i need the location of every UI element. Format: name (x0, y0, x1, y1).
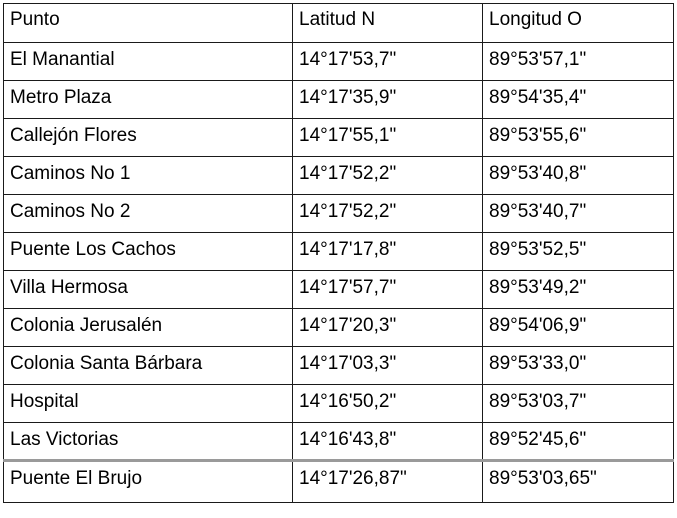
table-row (4, 271, 674, 309)
cell-longitud: 89°53'03,7" (483, 385, 674, 423)
header-cell-longitud: Longitud O (483, 4, 674, 43)
cell-punto: Hospital (4, 385, 293, 423)
cell-punto: Colonia Santa Bárbara (4, 347, 293, 385)
cell-punto: Las Victorias (4, 423, 293, 461)
table-row (4, 43, 674, 81)
cell-latitud: 14°17'57,7" (293, 271, 483, 309)
cell-punto: El Manantial (4, 43, 293, 81)
cell-punto: Callejón Flores (4, 119, 293, 157)
table-row (4, 195, 674, 233)
cell-longitud: 89°54'35,4" (483, 81, 674, 119)
cell-latitud: 14°16'50,2" (293, 385, 483, 423)
header-cell-latitud: Latitud N (293, 4, 483, 43)
cell-latitud: 14°17'52,2" (293, 157, 483, 195)
cell-latitud: 14°17'35,9" (293, 81, 483, 119)
cell-longitud: 89°53'40,7" (483, 195, 674, 233)
cell-latitud: 14°17'52,2" (293, 195, 483, 233)
table-row (4, 347, 674, 385)
table-header-row (4, 4, 674, 43)
coordinates-table (3, 3, 674, 503)
cell-punto: Caminos No 1 (4, 157, 293, 195)
table-row (4, 81, 674, 119)
table-row (4, 157, 674, 195)
table-row (4, 461, 674, 503)
cell-latitud: 14°17'26,87" (293, 461, 483, 503)
table-row (4, 233, 674, 271)
cell-longitud: 89°53'33,0" (483, 347, 674, 385)
cell-latitud: 14°17'55,1" (293, 119, 483, 157)
header-cell-punto: Punto (4, 4, 293, 43)
cell-latitud: 14°17'20,3" (293, 309, 483, 347)
cell-longitud: 89°53'55,6" (483, 119, 674, 157)
cell-longitud: 89°53'40,8" (483, 157, 674, 195)
cell-latitud: 14°17'03,3" (293, 347, 483, 385)
cell-punto: Caminos No 2 (4, 195, 293, 233)
cell-punto: Puente El Brujo (4, 461, 293, 503)
cell-latitud: 14°17'53,7" (293, 43, 483, 81)
cell-punto: Villa Hermosa (4, 271, 293, 309)
table-row (4, 309, 674, 347)
cell-longitud: 89°52'45,6" (483, 423, 674, 461)
table-row (4, 119, 674, 157)
table-row (4, 423, 674, 461)
table-row (4, 385, 674, 423)
cell-punto: Metro Plaza (4, 81, 293, 119)
cell-longitud: 89°53'57,1" (483, 43, 674, 81)
cell-punto: Puente Los Cachos (4, 233, 293, 271)
cell-longitud: 89°53'03,65" (483, 461, 674, 503)
cell-punto: Colonia Jerusalén (4, 309, 293, 347)
cell-longitud: 89°53'49,2" (483, 271, 674, 309)
cell-longitud: 89°54'06,9" (483, 309, 674, 347)
cell-latitud: 14°17'17,8" (293, 233, 483, 271)
cell-longitud: 89°53'52,5" (483, 233, 674, 271)
cell-latitud: 14°16'43,8" (293, 423, 483, 461)
